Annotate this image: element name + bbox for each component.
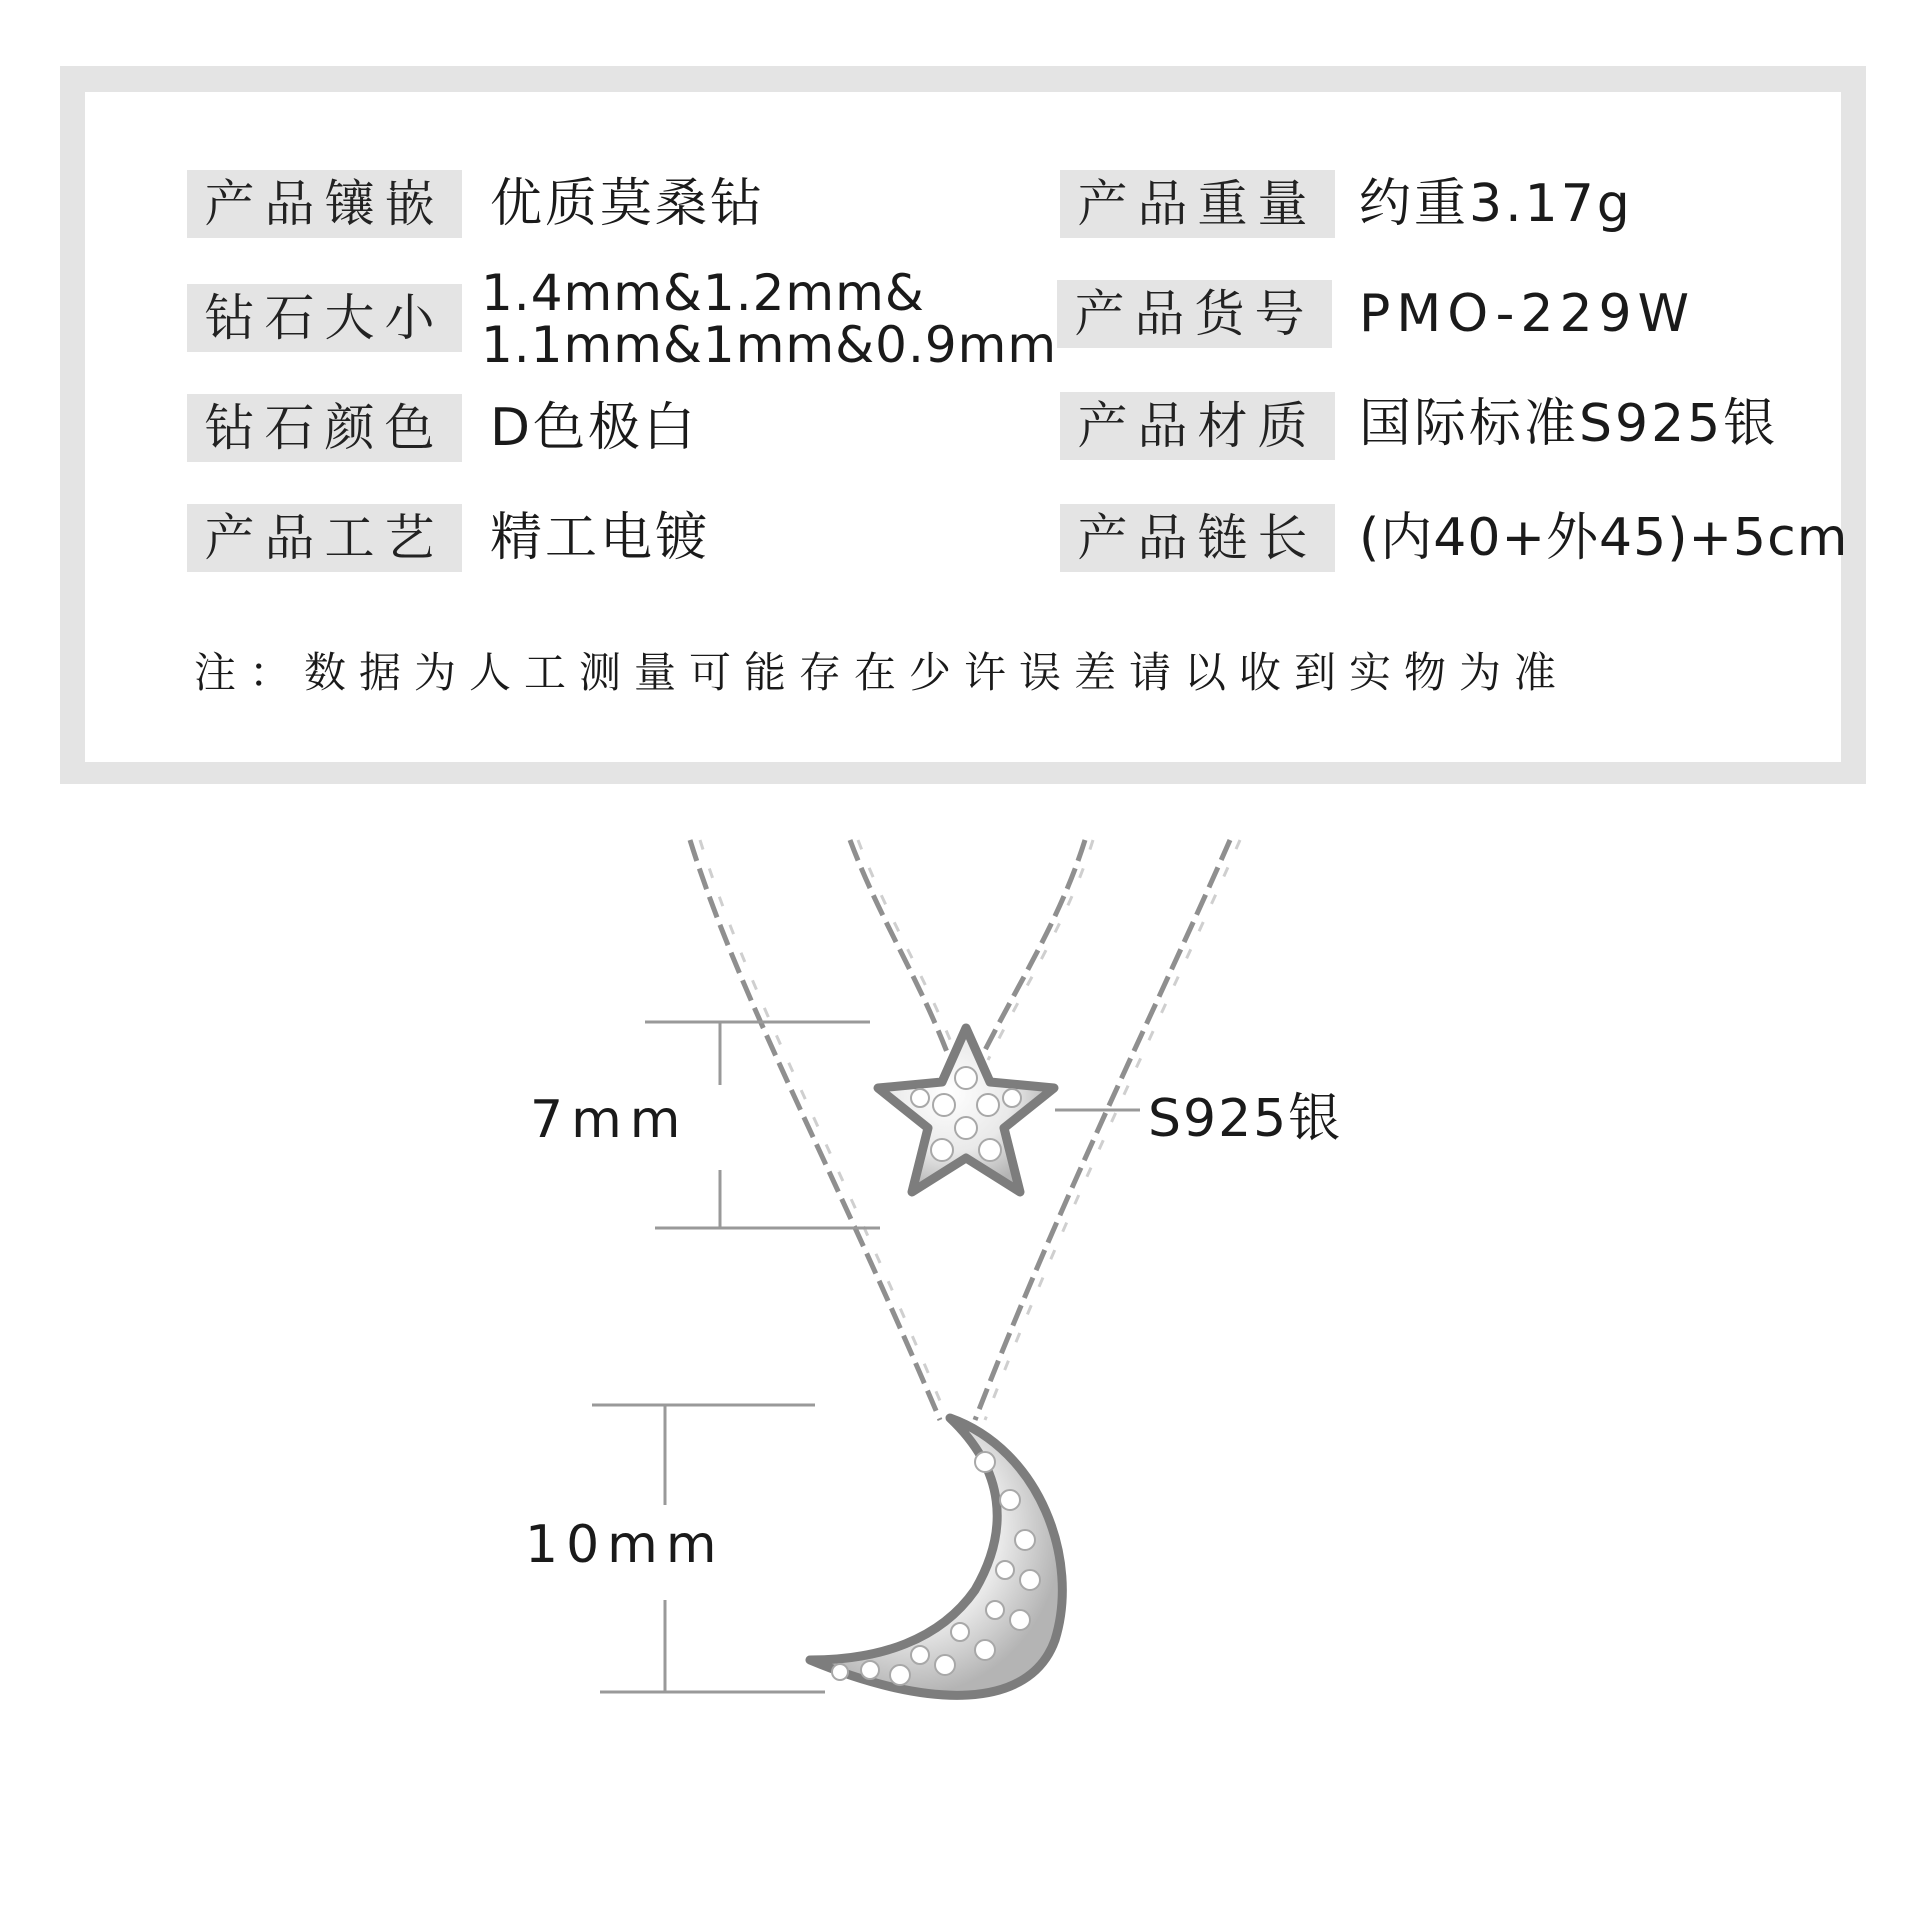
material-callout-label: S925银 (1148, 1089, 1343, 1149)
material-value: 国际标准S925银 (1359, 394, 1779, 454)
material-label: 产品材质 (1060, 392, 1335, 460)
item-no-value: PMO-229W (1359, 284, 1696, 344)
moon-height-label: 10mm (525, 1515, 725, 1575)
star-height-label: 7mm (530, 1090, 689, 1150)
measurement-note: 注：数据为人工测量可能存在少许误差请以收到实物为准 (194, 648, 1570, 697)
setting-value: 优质莫桑钻 (490, 174, 766, 234)
moon-pendant (810, 1418, 1062, 1695)
weight-value: 约重3.17g (1359, 174, 1633, 234)
weight-label: 产品重量 (1060, 170, 1335, 238)
craft-label: 产品工艺 (187, 504, 462, 572)
size-value-line2: 1.1mm&1mm&0.9mm (481, 316, 1058, 374)
inner-chain (850, 840, 1093, 1060)
star-pendant (878, 1028, 1054, 1192)
size-value-line1: 1.4mm&1.2mm& (481, 264, 925, 322)
item-no-label: 产品货号 (1057, 280, 1332, 348)
chain-label: 产品链长 (1060, 504, 1335, 572)
chain-value: (内40+外45)+5cm (1359, 508, 1849, 568)
size-label: 钻石大小 (187, 284, 462, 352)
color-label: 钻石颜色 (187, 394, 462, 462)
color-value: D色极白 (490, 398, 699, 458)
craft-value: 精工电镀 (490, 508, 711, 568)
setting-label: 产品镶嵌 (187, 170, 462, 238)
